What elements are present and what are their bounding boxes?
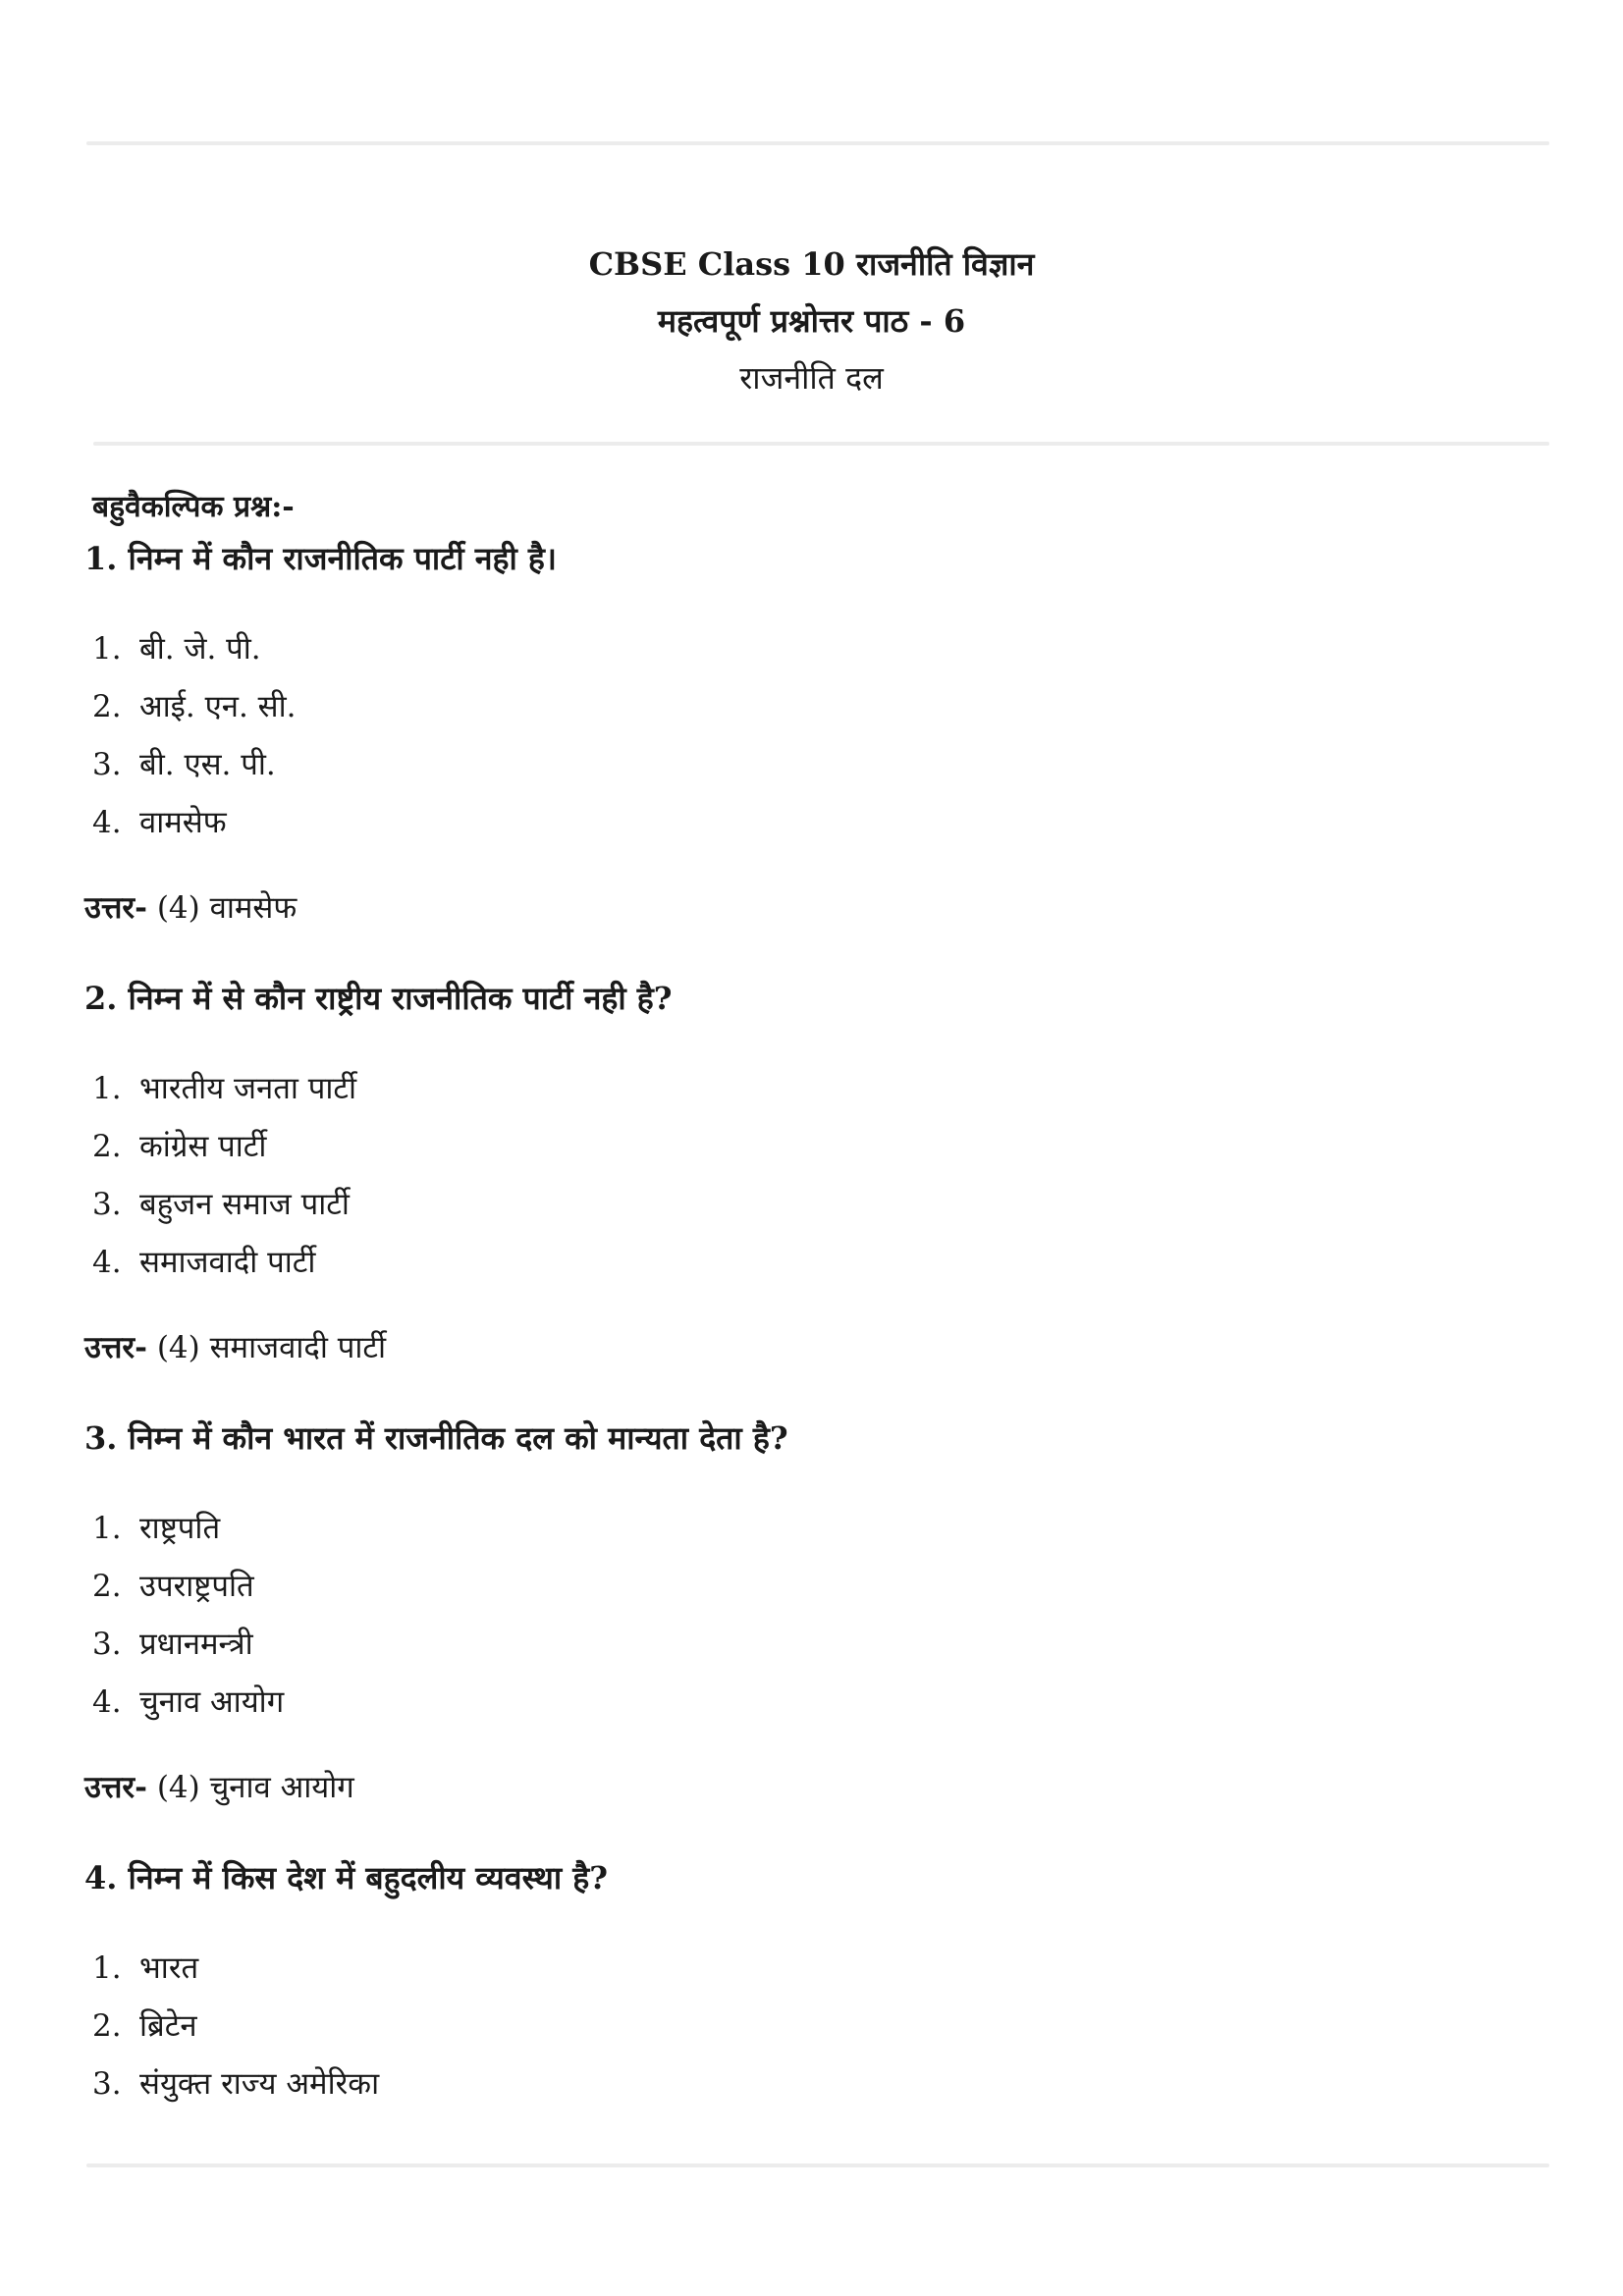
option-text: बी. जे. पी. [139, 631, 261, 667]
section-label: बहुवैकल्पिक प्रश्न:- [92, 490, 295, 524]
option-item [84, 1674, 1538, 1732]
option-number: 3. [92, 1187, 122, 1222]
option-item [84, 2056, 1538, 2113]
chapter-title: राजनीति दल [739, 359, 884, 397]
question-block [84, 532, 1538, 934]
option-text: राष्ट्रपति [139, 1511, 221, 1546]
document-subtitle: महत्वपूर्ण प्रश्नोत्तर पाठ - 6 [657, 302, 966, 340]
option-item [84, 1500, 1538, 1558]
option-text: बहुजन समाज पार्टी [139, 1187, 350, 1222]
option-number: 1. [92, 1950, 122, 1986]
header-divider [93, 442, 1549, 446]
option-item [84, 1940, 1538, 1998]
option-item [84, 1558, 1538, 1616]
option-item [84, 678, 1538, 736]
question-block [84, 972, 1538, 1374]
option-text: प्रधानमन्त्री [139, 1627, 253, 1662]
document-title: CBSE Class 10 राजनीति विज्ञान [588, 245, 1035, 283]
option-item [84, 794, 1538, 852]
option-number: 1. [92, 631, 122, 667]
option-text: समाजवादी पार्टी [139, 1245, 316, 1280]
question-text: 1. निम्न में कौन राजनीतिक पार्टी नही है। [84, 540, 558, 577]
option-item [84, 1998, 1538, 2056]
options-list [84, 620, 1538, 852]
question-block [84, 1851, 1538, 2113]
option-number: 1. [92, 1071, 122, 1106]
option-number: 4. [92, 1245, 122, 1280]
option-text: बी. एस. पी. [139, 747, 276, 782]
option-text: उपराष्ट्रपति [139, 1569, 254, 1604]
option-text: वामसेफ [139, 805, 227, 840]
option-number: 2. [92, 1129, 122, 1164]
option-number: 2. [92, 689, 122, 724]
options-list [84, 1500, 1538, 1732]
options-list [84, 1060, 1538, 1292]
option-text: भारत [139, 1950, 199, 1986]
answer-label: उत्तर- [84, 1330, 147, 1365]
question-block [84, 1412, 1538, 1814]
option-text: भारतीय जनता पार्टी [139, 1071, 357, 1106]
answer-line [84, 1321, 1538, 1374]
question-text: 3. निम्न में कौन भारत में राजनीतिक दल को मान्यता देता है? [84, 1419, 788, 1457]
bottom-divider [86, 2163, 1549, 2167]
option-number: 2. [92, 1569, 122, 1604]
option-number: 2. [92, 2008, 122, 2044]
answer-line [84, 881, 1538, 934]
question-text: 4. निम्न में किस देश में बहुदलीय व्यवस्था है? [84, 1859, 609, 1896]
option-text: ब्रिटेन [139, 2008, 197, 2044]
option-number: 3. [92, 1627, 122, 1662]
top-divider [86, 141, 1549, 145]
option-number: 3. [92, 747, 122, 782]
answer-line [84, 1761, 1538, 1814]
options-list [84, 1940, 1538, 2113]
document-body [84, 483, 1538, 2151]
answer-label: उत्तर- [84, 890, 147, 926]
answer-text: (4) समाजवादी पार्टी [146, 1330, 387, 1365]
option-number: 4. [92, 1684, 122, 1720]
option-number: 1. [92, 1511, 122, 1546]
option-item [84, 1176, 1538, 1234]
option-item [84, 1234, 1538, 1292]
option-number: 3. [92, 2066, 122, 2102]
option-item [84, 1060, 1538, 1118]
answer-text: (4) चुनाव आयोग [146, 1770, 354, 1805]
question-text: 2. निम्न में से कौन राष्ट्रीय राजनीतिक पार्टी नही है? [84, 980, 673, 1017]
answer-label: उत्तर- [84, 1770, 147, 1805]
option-item [84, 736, 1538, 794]
option-text: संयुक्त राज्य अमेरिका [139, 2066, 380, 2102]
option-item [84, 620, 1538, 678]
option-text: आई. एन. सी. [139, 689, 297, 724]
option-text: कांग्रेस पार्टी [139, 1129, 267, 1164]
answer-text: (4) वामसेफ [146, 890, 298, 926]
document-header [0, 236, 1623, 406]
option-number: 4. [92, 805, 122, 840]
option-item [84, 1616, 1538, 1674]
option-text: चुनाव आयोग [139, 1684, 285, 1720]
option-item [84, 1118, 1538, 1176]
